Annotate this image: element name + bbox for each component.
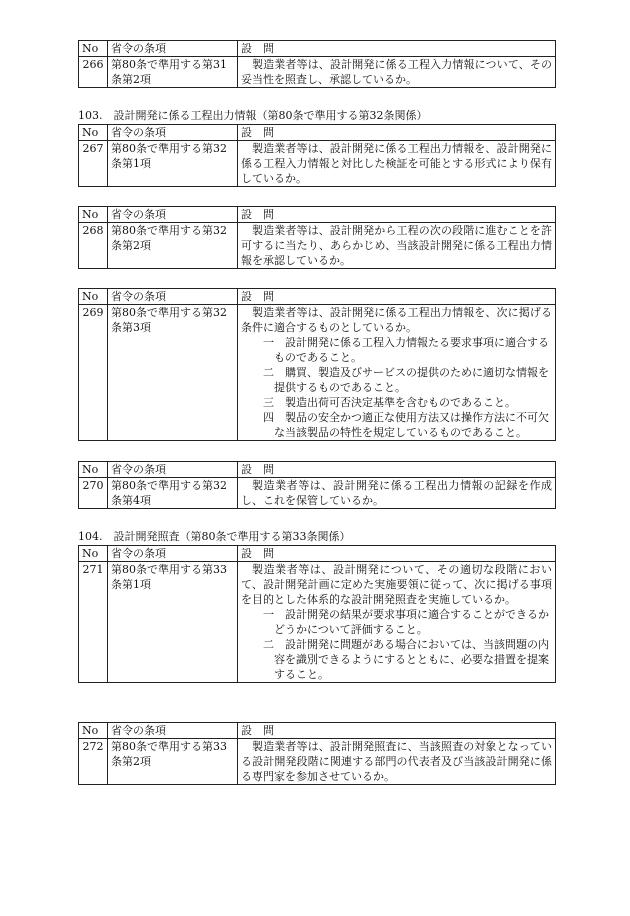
table-271 (78, 545, 556, 683)
row-question: 製造業者等は、設計開発に係る工程出力情報を、次に掲げる条件に適合するものとしているか。 (241, 306, 552, 334)
header-question: 設 問 (238, 207, 556, 223)
header-clause: 省令の条項 (108, 462, 238, 478)
row-clause: 第80条で準用する第32条第1項 (108, 141, 238, 187)
row-question: 製造業者等は、設計開発照査に、当該照査の対象となっている設計開発段階に関連する部門の代表者及び当該設計開発に係る専門家を参加させているか。 (241, 740, 552, 783)
table-row (79, 478, 556, 509)
table-row (79, 562, 556, 683)
header-no: No (79, 289, 108, 305)
table-row (79, 223, 556, 269)
table-row (79, 141, 556, 187)
table-272 (78, 722, 556, 785)
table-266 (78, 40, 556, 88)
row-clause: 第80条で準用する第33条第1項 (108, 562, 238, 683)
header-no: No (79, 41, 108, 57)
list-item: 三 製造出荷可否決定基準を含むものであること。 (263, 396, 516, 409)
table-270 (78, 461, 556, 509)
header-no: No (79, 125, 108, 141)
header-question: 設 問 (238, 41, 556, 57)
header-no: No (79, 723, 108, 739)
row-clause: 第80条で準用する第32条第4項 (108, 478, 238, 509)
header-question: 設 問 (238, 546, 556, 562)
row-question: 製造業者等は、設計開発に係る工程入力情報について、その妥当性を照査し、承認しているか。 (241, 58, 552, 86)
header-no: No (79, 207, 108, 223)
row-no: 267 (79, 141, 108, 187)
table-row (79, 57, 556, 88)
header-clause: 省令の条項 (108, 546, 238, 562)
table-268 (78, 206, 556, 269)
section-heading-104: 104. 設計開発照査（第80条で準用する第33条関係） (78, 530, 351, 543)
list-item: 二 設計開発に問題がある場合においては、当該問題の内容を識別できるようにするとともに、必要な措置を提案すること。 (263, 638, 549, 681)
header-clause: 省令の条項 (108, 41, 238, 57)
table-269 (78, 288, 556, 441)
header-question: 設 問 (238, 125, 556, 141)
row-clause: 第80条で準用する第33条第2項 (108, 739, 238, 785)
row-question: 製造業者等は、設計開発について、その適切な段階において、設計開発計画に定めた実施要領に従って、次に掲げる事項を目的とした体系的な設計開発照査を実施しているか。 (241, 563, 552, 606)
header-question: 設 問 (238, 289, 556, 305)
header-clause: 省令の条項 (108, 207, 238, 223)
row-no: 269 (79, 305, 108, 441)
list-item: 一 設計開発の結果が要求事項に適合することができるかどうかについて評価すること。 (263, 608, 549, 636)
header-clause: 省令の条項 (108, 289, 238, 305)
header-clause: 省令の条項 (108, 125, 238, 141)
row-clause: 第80条で準用する第32条第3項 (108, 305, 238, 441)
row-clause: 第80条で準用する第32条第2項 (108, 223, 238, 269)
table-row (79, 305, 556, 441)
row-no: 268 (79, 223, 108, 269)
row-no: 266 (79, 57, 108, 88)
header-question: 設 問 (238, 723, 556, 739)
header-no: No (79, 462, 108, 478)
table-row (79, 739, 556, 785)
list-item: 一 設計開発に係る工程入力情報たる要求事項に適合するものであること。 (263, 336, 549, 364)
row-question: 製造業者等は、設計開発から工程の次の段階に進むことを許可するに当たり、あらかじめ、当該設計開発に係る工程出力情報を承認しているか。 (241, 224, 552, 267)
header-question: 設 問 (238, 462, 556, 478)
row-clause: 第80条で準用する第31条第2項 (108, 57, 238, 88)
header-no: No (79, 546, 108, 562)
section-heading-103: 103. 設計開発に係る工程出力情報（第80条で準用する第32条関係） (78, 109, 428, 122)
list-item: 二 購買、製造及びサービスの提供のために適切な情報を提供するものであること。 (263, 366, 549, 394)
row-no: 272 (79, 739, 108, 785)
table-267 (78, 124, 556, 187)
row-no: 270 (79, 478, 108, 509)
header-clause: 省令の条項 (108, 723, 238, 739)
row-question: 製造業者等は、設計開発に係る工程出力情報を、設計開発に係る工程入力情報と対比した検証を可能とする形式により保有しているか。 (241, 142, 552, 185)
row-question: 製造業者等は、設計開発に係る工程出力情報の記録を作成し、これを保管しているか。 (241, 479, 552, 507)
list-item: 四 製品の安全かつ適正な使用方法又は操作方法に不可欠な当該製品の特性を規定しているものであること。 (263, 411, 549, 439)
row-no: 271 (79, 562, 108, 683)
